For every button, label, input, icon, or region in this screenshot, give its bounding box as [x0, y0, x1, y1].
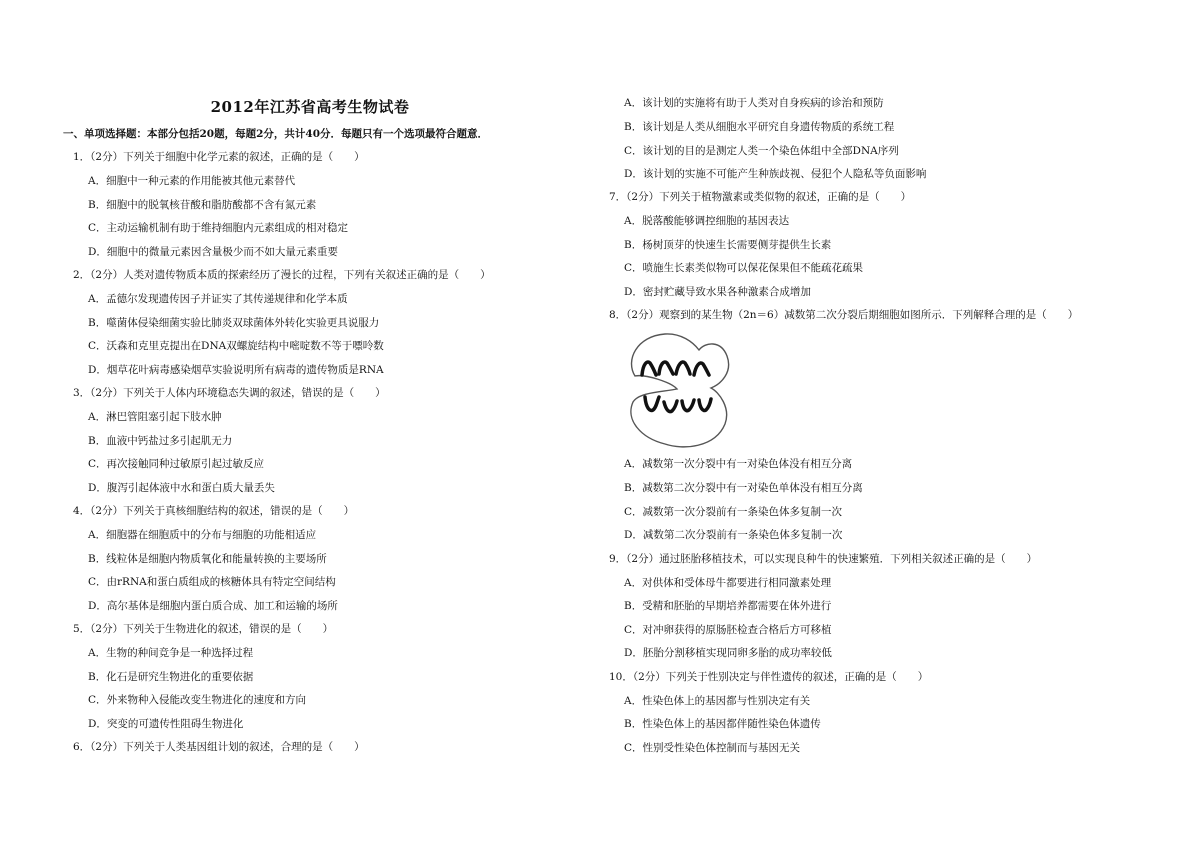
question-4-option-b: B．线粒体是细胞内物质氧化和能量转换的主要场所	[88, 553, 327, 565]
exam-title: 2012年江苏省高考生物试卷	[210, 98, 410, 116]
question-9-stem: 9．（2分）通过胚胎移植技术，可以实现良种牛的快速繁殖．下列相关叙述正确的是（ ）	[609, 553, 1038, 565]
question-8-option-a: A．减数第一次分裂中有一对染色体没有相互分离	[624, 458, 853, 470]
cell-division-figure	[623, 330, 733, 450]
question-4-option-d: D．高尔基体是细胞内蛋白质合成、加工和运输的场所	[88, 600, 338, 612]
question-5-option-c: C．外来物种入侵能改变生物进化的速度和方向	[88, 694, 307, 706]
question-4-stem: 4．（2分）下列关于真核细胞结构的叙述，错误的是（ ）	[73, 505, 355, 517]
question-7-stem: 7．（2分）下列关于植物激素或类似物的叙述，正确的是（ ）	[609, 191, 912, 203]
question-7-option-d: D．密封贮藏导致水果各种激素合成增加	[624, 286, 811, 298]
question-4-option-c: C．由rRNA和蛋白质组成的核糖体具有特定空间结构	[88, 576, 336, 588]
question-1-option-c: C．主动运输机制有助于维持细胞内元素组成的相对稳定	[88, 222, 349, 234]
question-5-option-d: D．突变的可遗传性阻碍生物进化	[88, 718, 244, 730]
question-5-option-a: A．生物的种间竞争是一种选择过程	[88, 647, 254, 659]
section-heading: 一、单项选择题：本部分包括20题，每题2分，共计40分．每题只有一个选项最符合题意．	[63, 128, 489, 140]
question-6-stem: 6．（2分）下列关于人类基因组计划的叙述，合理的是（ ）	[73, 741, 365, 753]
question-10-option-b: B．性染色体上的基因都伴随性染色体遗传	[624, 718, 821, 730]
question-7-option-a: A．脱落酸能够调控细胞的基因表达	[624, 215, 790, 227]
question-10-option-c: C．性别受性染色体控制而与基因无关	[624, 742, 801, 754]
question-10-option-a: A．性染色体上的基因都与性别决定有关	[624, 695, 811, 707]
question-9-option-a: A．对供体和受体母牛都要进行相同激素处理	[624, 577, 832, 589]
question-7-option-b: B．杨树顶芽的快速生长需要侧芽提供生长素	[624, 239, 832, 251]
question-6-option-d: D．该计划的实施不可能产生种族歧视、侵犯个人隐私等负面影响	[624, 168, 927, 180]
question-1-stem: 1．（2分）下列关于细胞中化学元素的叙述，正确的是（ ）	[73, 151, 365, 163]
cell-membrane-outline	[631, 334, 729, 447]
question-9-option-d: D．胚胎分割移植实现同卵多胎的成功率较低	[624, 647, 832, 659]
question-5-option-b: B．化石是研究生物进化的重要依据	[88, 671, 254, 683]
question-6-option-c: C．该计划的目的是测定人类一个染色体组中全部DNA序列	[624, 145, 899, 157]
question-2-option-a: A．孟德尔发现遗传因子并证实了其传递规律和化学本质	[88, 293, 348, 305]
question-5-stem: 5．（2分）下列关于生物进化的叙述，错误的是（ ）	[73, 623, 334, 635]
question-3-option-d: D．腹泻引起体液中水和蛋白质大量丢失	[88, 482, 275, 494]
question-2-option-b: B．噬菌体侵染细菌实验比肺炎双球菌体外转化实验更具说服力	[88, 317, 380, 329]
question-10-stem: 10．（2分）下列关于性别决定与伴性遗传的叙述，正确的是（ ）	[609, 671, 929, 683]
question-8-option-d: D．减数第二次分裂前有一条染色体多复制一次	[624, 529, 843, 541]
question-6-option-b: B．该计划是人类从细胞水平研究自身遗传物质的系统工程	[624, 121, 895, 133]
question-9-option-c: C．对冲卵获得的原肠胚检查合格后方可移植	[624, 624, 832, 636]
question-6-option-a: A．该计划的实施将有助于人类对自身疾病的诊治和预防	[624, 97, 884, 109]
question-8-option-c: C．减数第一次分裂前有一条染色体多复制一次	[624, 506, 843, 518]
question-3-option-a: A．淋巴管阻塞引起下肢水肿	[88, 411, 222, 423]
chromosomes-upper	[642, 362, 709, 375]
question-2-stem: 2．（2分）人类对遗传物质本质的探索经历了漫长的过程，下列有关叙述正确的是（ ）	[73, 269, 491, 281]
question-3-option-b: B．血液中钙盐过多引起肌无力	[88, 435, 233, 447]
question-7-option-c: C．喷施生长素类似物可以保花保果但不能疏花疏果	[624, 262, 864, 274]
question-1-option-d: D．细胞中的微量元素因含量极少而不如大量元素重要	[88, 246, 338, 258]
dividing-cell-diagram	[623, 330, 733, 450]
question-3-option-c: C．再次接触同种过敏原引起过敏反应	[88, 458, 265, 470]
question-4-option-a: A．细胞器在细胞质中的分布与细胞的功能相适应	[88, 529, 317, 541]
question-3-stem: 3．（2分）下列关于人体内环境稳态失调的叙述，错误的是（ ）	[73, 387, 386, 399]
question-2-option-d: D．烟草花叶病毒感染烟草实验说明所有病毒的遗传物质是RNA	[88, 364, 384, 376]
chromosomes-lower	[645, 397, 711, 412]
question-8-option-b: B．减数第二次分裂中有一对染色单体没有相互分离	[624, 482, 863, 494]
question-9-option-b: B．受精和胚胎的早期培养都需要在体外进行	[624, 600, 832, 612]
question-1-option-a: A．细胞中一种元素的作用能被其他元素替代	[88, 175, 296, 187]
question-2-option-c: C．沃森和克里克提出在DNA双螺旋结构中嘧啶数不等于嘌呤数	[88, 340, 384, 352]
question-1-option-b: B．细胞中的脱氧核苷酸和脂肪酸都不含有氮元素	[88, 199, 317, 211]
question-8-stem: 8．（2分）观察到的某生物（2n＝6）减数第二次分裂后期细胞如图所示．下列解释合理的是（ ）	[609, 309, 1079, 321]
